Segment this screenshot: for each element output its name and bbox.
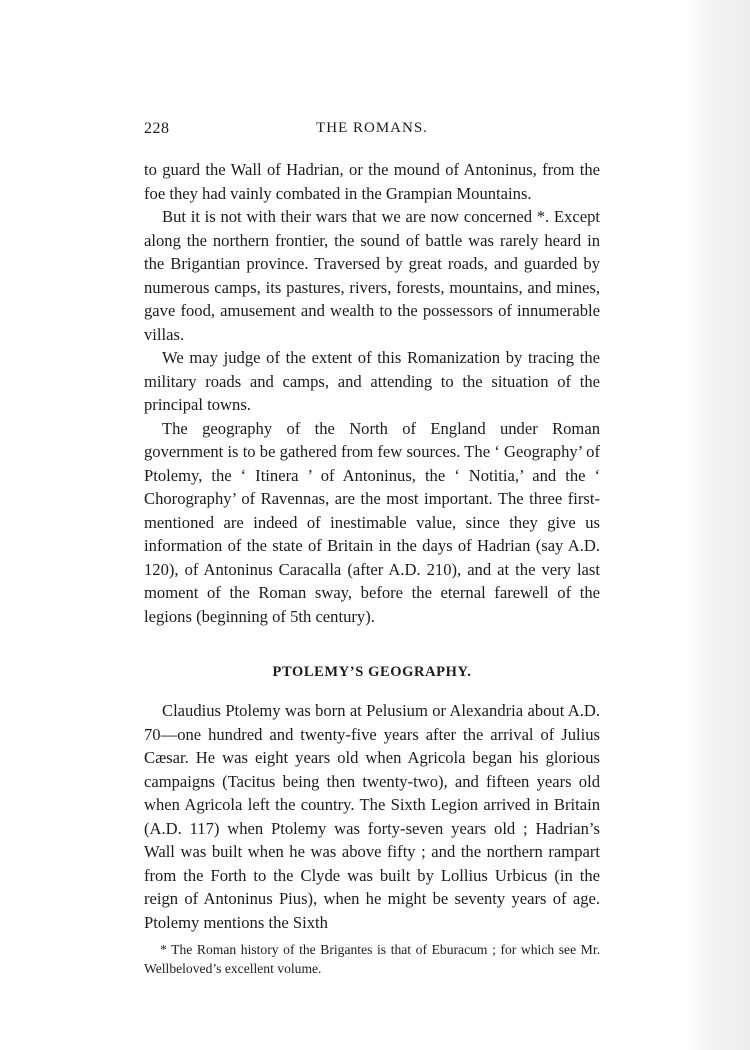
running-title: THE ROMANS. — [316, 120, 428, 136]
scan-page-edge — [684, 0, 750, 1050]
paragraph-continuation: to guard the Wall of Hadrian, or the mound of Antoninus, from the foe they had vainly combated in the Grampian Mountains. — [144, 160, 600, 203]
paragraph-romanization: We may judge of the extent of this Romanization by tracing the military roads and camps, and attending to the situation of the principal towns. — [144, 348, 600, 414]
section-heading: PTOLEMY’S GEOGRAPHY. — [272, 664, 472, 680]
footnote: * The Roman history of the Brigantes is that of Eburacum ; for which see Mr. Wellbeloved’s excellent volume. — [144, 942, 600, 976]
body-text — [144, 158, 600, 934]
paragraph-ptolemy: Claudius Ptolemy was born at Pelusium or Alexandria about A.D. 70—one hundred and twenty-five years after the arrival of Julius Cæsar. He was eight years old when Agricola began his glorious campaigns (Tacitus being then twenty-two), and fifteen years old when Agricola left the country. The Sixth Legion arrived in Britain (A.D. 117) when Ptolemy was forty-seven years old ; Hadrian’s Wall was built when he was above fifty ; and the northern rampart from the Forth to the Clyde was built by Lollius Urbicus (in the reign of Antoninus Pius), when he might be seventy years of age. Ptolemy mentions the Sixth — [144, 701, 600, 932]
paragraph-wars: But it is not with their wars that we are now concerned *. Except along the northern frontier, the sound of battle was rarely heard in the Brigantian province. Traversed by great roads, and guarded by numerous camps, its pastures, rivers, forests, mountains, and mines, gave food, amusement and wealth to the possessors of innumerable villas. — [144, 207, 600, 344]
running-header — [144, 120, 600, 144]
paragraph-geography-sources: The geography of the North of England under Roman government is to be gathered from few sources. The ‘ Geography’ of Ptolemy, the ‘ Itinera ’ of Antoninus, the ‘ Notitia,’ and the ‘ Chorography’ of Ravennas, are the most important. The three first-mentioned are indeed of inestimable value, since they give us information of the state of Britain in the days of Hadrian (say A.D. 120), of Antoninus Caracalla (after A.D. 210), and at the very last moment of the Roman sway, before the eternal farewell of the legions (beginning of 5th century). — [144, 418, 600, 626]
page-number: 228 — [144, 120, 170, 137]
